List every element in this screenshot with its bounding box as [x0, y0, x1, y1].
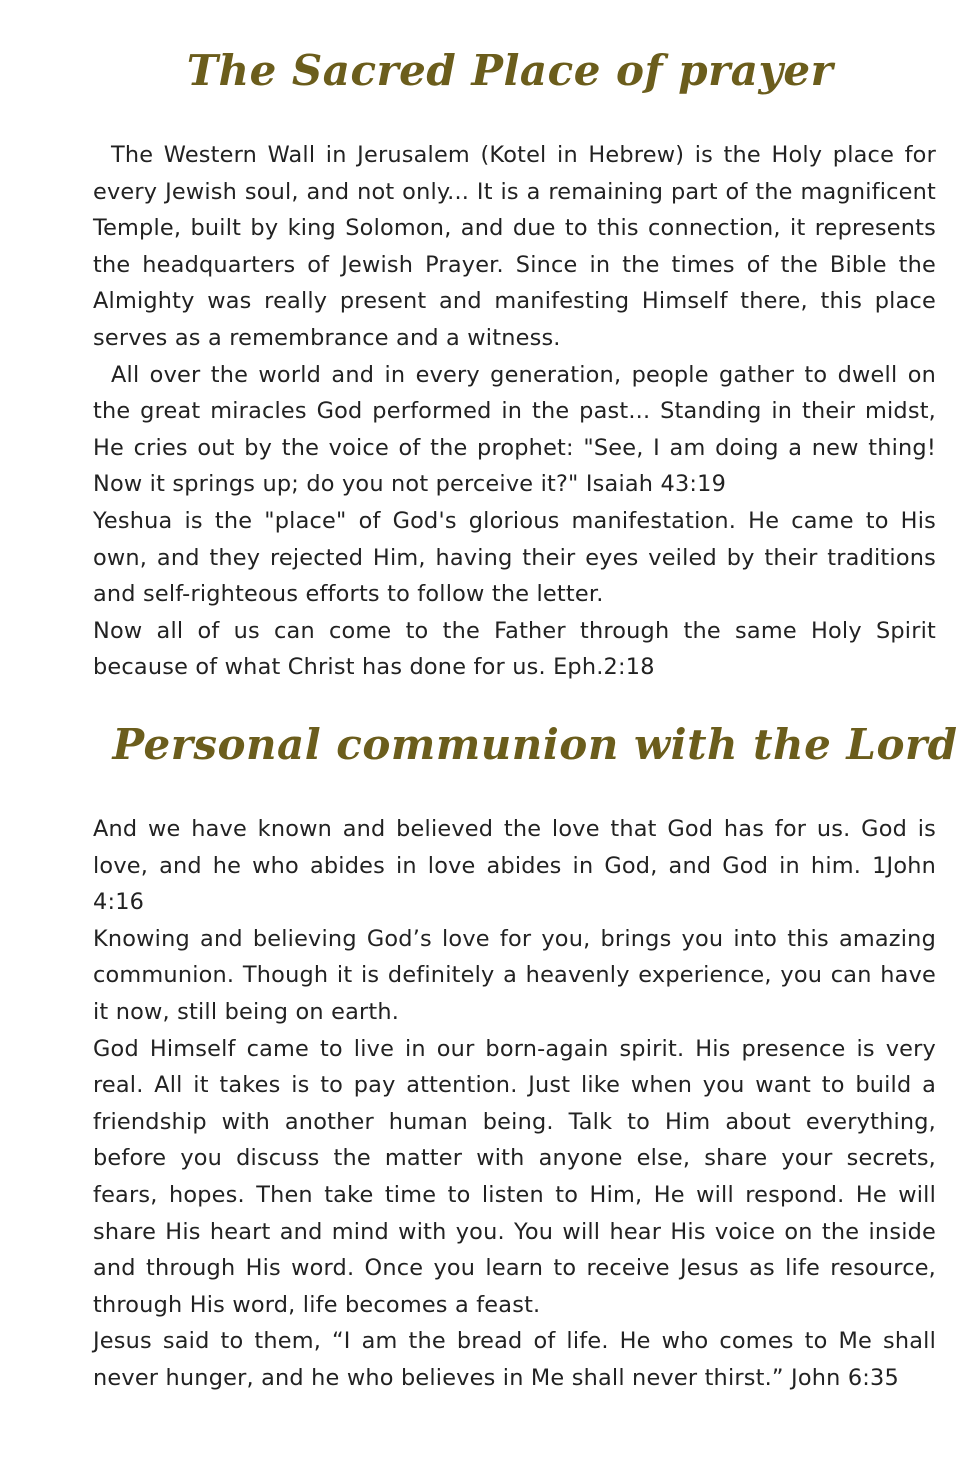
section-sacred-place-body [93, 137, 936, 686]
paragraph-known-believed-love: And we have known and believed the love that God has for us. God is love, and he who abides in love abides in God, and God in him. 1John 4:16 [93, 816, 936, 916]
paragraph-yeshua-place: Yeshua is the "place" of God's glorious manifestation. He came to His own, and they rejected Him, having their eyes veiled by their traditions and self-righteous efforts to follow the letter. [93, 507, 936, 608]
section-heading-personal-communion: Personal communion with the Lord [112, 720, 958, 769]
paragraph-god-himself: God Himself came to live in our born-again spirit. His presence is very real. All it takes is to pay attention. Just like when you want to build a friendship with another human being. Talk to Him about everything, before you discuss the matter with anyone else, share your secrets, fears, hopes. Then take time to listen to Him, He will respond. He will share His heart and mind with you. You will hear His voice on the inside and through His word. Once you learn to receive Jesus as life resource, through His word, life becomes a feast. [93, 1035, 936, 1318]
paragraph-knowing-believing: Knowing and believing God’s love for you, brings you into this amazing communion. Though it is definitely a heavenly experience, you can have it now, still being on earth. [93, 925, 936, 1025]
section-heading-sacred-place: The Sacred Place of prayer [186, 46, 834, 95]
paragraph-western-wall: The Western Wall in Jerusalem (Kotel in Hebrew) is the Holy place for every Jewish soul, and not only... It is a remaining part of the magnificent Temple, built by king Solomon, and due to this connection, it represents the headquarters of Jewish Prayer. Since in the times of the Bible the Almighty was really present and manifesting Himself there, this place serves as a remembrance and a witness. [93, 142, 936, 351]
section-communion-body [93, 811, 936, 1397]
paragraph-great-miracles: All over the world and in every generation, people gather to dwell on the great miracles God performed in the past... Standing in their midst, He cries out by the voice of the prophet: "See, I am doing a new thing! Now it springs up; do you not perceive it?" Isaiah 43:19 [93, 361, 936, 498]
paragraph-bread-of-life: Jesus said to them, “I am the bread of life. He who comes to Me shall never hunger, and he who believes in Me shall never thirst.” John 6:35 [93, 1328, 936, 1391]
paragraph-come-to-father: Now all of us can come to the Father through the same Holy Spirit because of what Christ has done for us. Eph.2:18 [93, 617, 936, 681]
